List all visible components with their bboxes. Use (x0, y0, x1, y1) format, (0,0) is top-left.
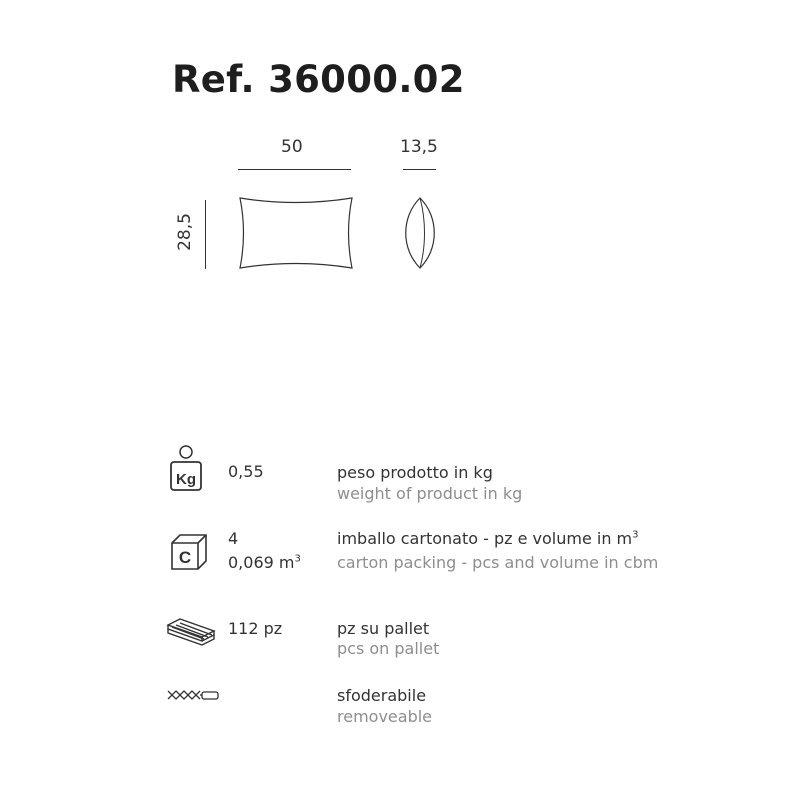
width-dimension-line (238, 169, 351, 170)
removable-label-en: removeable (337, 707, 433, 726)
weight-label-it: peso prodotto in kg (337, 463, 493, 482)
weight-label-en: weight of product in kg (337, 484, 523, 503)
carton-icon-label: C (178, 548, 192, 567)
depth-dimension-line (403, 169, 436, 170)
weight-value: 0,55 (228, 462, 264, 481)
width-dimension-label: 50 (281, 137, 303, 157)
carton-label-en: carton packing - pcs and volume in cbm (337, 553, 659, 572)
carton-pcs-value: 4 (228, 529, 239, 548)
carton-box-icon (166, 531, 210, 575)
carton-volume-value: 0,069 $m^3$ (228, 553, 301, 572)
reference-title: Ref. 36000.02 (172, 58, 465, 101)
cushion-front-drawing (236, 195, 356, 271)
pallet-icon (166, 617, 216, 647)
pallet-label-en: pcs on pallet (337, 639, 440, 658)
weight-icon-label: Kg (176, 471, 196, 488)
depth-dimension-label: 13,5 (400, 137, 438, 157)
height-dimension-line (205, 200, 206, 269)
removable-label-it: sfoderabile (337, 686, 427, 705)
cushion-side-drawing (400, 195, 440, 271)
weight-kg-icon (166, 442, 206, 494)
zipper-icon (166, 685, 222, 707)
pallet-value: 112 pz (228, 619, 283, 638)
pallet-label-it: pz su pallet (337, 619, 430, 638)
height-dimension-label: 28,5 (174, 213, 195, 251)
carton-label-it: imballo cartonato - pz e volume in $m^3$ (337, 529, 639, 548)
